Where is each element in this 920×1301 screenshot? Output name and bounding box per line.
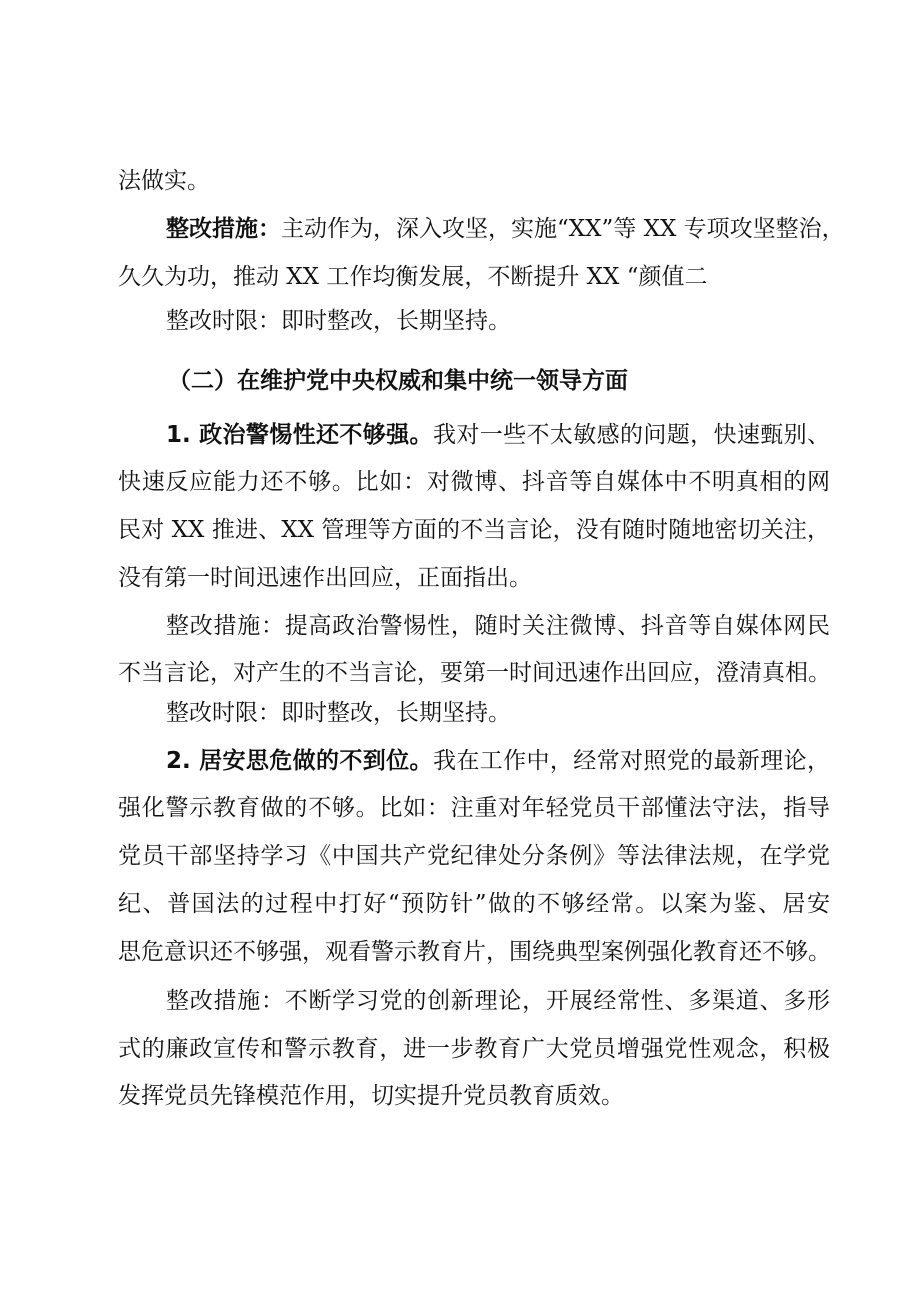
item-1-measures-line: 整改措施：提高政治警惕性，随时关注微博、抖音等自媒体网民 [166,613,830,639]
measures-label: 整改措施： [166,216,281,242]
item-2-text: 我在工作中，经常对照党的最新理论， [432,748,831,774]
item-2-measures-line: 式的廉政宣传和警示教育，进一步教育广大党员增强党性观念，积极 [118,1036,830,1062]
item-2-line: 思危意识还不够强，观看警示教育片，围绕典型案例强化教育还不够。 [118,939,831,965]
measures-text: 主动作为，深入攻坚，实施“XX”等 XX 专项攻坚整治， [281,216,845,242]
item-2-line: 党员干部坚持学习《中国共产党纪律处分条例》等法律法规，在学党 [118,843,830,869]
measures-line [166,214,845,244]
item-1-measures-line: 不当言论，对产生的不当言论，要第一时间迅速作出回应，澄清真相。 [118,660,831,686]
item-1-title: 1. 政治警惕性还不够强。 [166,422,433,448]
section-heading: （二）在维护党中央权威和集中统一领导方面 [168,368,628,394]
item-1-line: 快速反应能力还不够。比如：对微博、抖音等自媒体中不明真相的网 [118,469,830,495]
item-2-measures-line: 发挥党员先锋模范作用，切实提升党员教育质效。 [118,1083,624,1109]
item-1-deadline: 整改时限：即时整改，长期坚持。 [166,700,511,726]
item-1-text: 我对一些不太敏感的问题，快速甄别、 [432,422,831,448]
item-1-first-line [166,420,830,450]
item-2-measures-line: 整改措施：不断学习党的创新理论，开展经常性、多渠道、多形 [166,988,830,1014]
item-1-line: 没有第一时间迅速作出回应，正面指出。 [118,565,532,591]
measures-line: 久久为功，推动 XX 工作均衡发展，不断提升 XX “颜值二 [118,264,708,290]
item-2-line: 纪、普国法的过程中打好“预防针”做的不够经常。以案为鉴、居安 [118,891,830,917]
item-1-line: 民对 XX 推进、XX 管理等方面的不当言论，没有随时随地密切关注， [118,517,830,543]
paragraph-line: 法做实。 [118,168,210,194]
item-2-title: 2. 居安思危做的不到位。 [166,748,433,774]
item-2-line: 强化警示教育做的不够。比如：注重对年轻党员干部懂法守法，指导 [118,795,830,821]
item-2-first-line [166,746,830,776]
deadline-line: 整改时限：即时整改，长期坚持。 [166,308,511,334]
